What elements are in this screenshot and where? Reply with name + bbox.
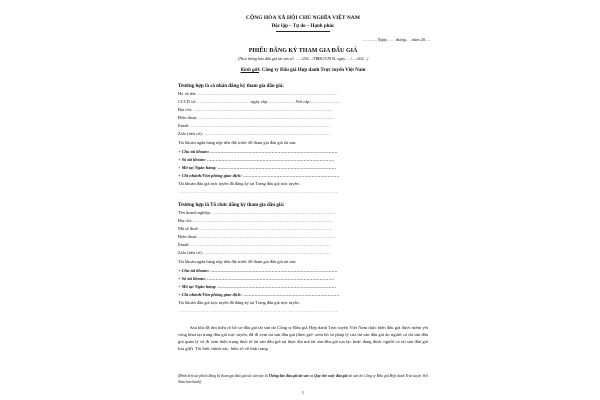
footnote: (Đính kèm tại phiếu đăng ký tham gia đấu giá tài sản này là Thông báo đấu giá tài sản và Quy chế cuộc đấu giá tài sản do Công ty Đấu giá Hợp danh Trực tuyến Việt Nam ban hành). [178, 374, 428, 384]
national-title: CỘNG HÒA XÃ HỘI CHỦ NGHĨA VIỆT NAM [246, 15, 360, 21]
organization-heading: Trường hợp là Tổ chức đăng ký tham gia đấu giá: [178, 203, 285, 208]
national-motto: Độc lập – Tự do – Hạnh phúc [271, 24, 335, 29]
recipient-label: Kính gửi [240, 68, 259, 73]
individual-account-label: Tài khoản đấu giá trực tuyến đã đăng ký tại Trang đấu giá trực tuyến: [178, 181, 300, 186]
organization-bank-number-field[interactable]: + Số tài khoản: …………………………………………………………………………… [178, 276, 335, 281]
individual-phone-field[interactable]: Điện thoại: ………………………………………………………………………………… [178, 115, 335, 120]
individual-address-field[interactable]: Địa chỉ: …………………………………………………………………………………… [178, 107, 334, 112]
organization-bank-intro: Tài khoản ngân hàng nộp tiền đặt trước để tham gia đấu giá tài sản: [178, 259, 297, 264]
organization-bank-branch-field[interactable]: + Chi nhánh/Văn phòng giao dịch: ………………………………………………………… [178, 292, 340, 297]
organization-tax-field[interactable]: Mã số thuế: ……………………………………………………………………………… [178, 226, 332, 231]
motto-underline [276, 31, 330, 32]
recipient-name: : Công ty Đấu giá Hợp danh Trực tuyến Việt Nam [258, 68, 366, 73]
individual-bank-owner-field[interactable]: + Chủ tài khoản: …………………………………………………………………………… [178, 149, 338, 154]
form-title: PHIẾU ĐĂNG KÝ THAM GIA ĐẤU GIÁ [248, 48, 358, 54]
individual-bank-intro: Tài khoản ngân hàng nộp tiền đặt trước để tham gia đấu giá tài sản: [178, 140, 297, 145]
page-number: 1 [301, 390, 305, 395]
organization-bank-name-field[interactable]: + Mở tại Ngân hàng: ……………………………………………………………………… [178, 284, 337, 289]
organization-account-label: Tài khoản đấu giá trực tuyến đã đăng ký tại Trang đấu giá trực tuyến: [178, 300, 300, 305]
organization-name-field[interactable]: Tên doanh nghiệp: ………………………………………………………………………… [178, 210, 335, 215]
organization-email-field[interactable]: Email: …………………………………………………………………………………… [178, 242, 332, 247]
organization-phone-field[interactable]: Điện thoại: ………………………………………………………………………………… [178, 234, 335, 239]
form-subtitle: (Theo thông báo đấu giá tài sản số ……/202…/TBĐG/VNOA, ngày …./…./202…) [237, 56, 369, 61]
date-line: ………., Ngày…… tháng…. năm 20…. [362, 37, 430, 42]
individual-bank-name-field[interactable]: + Mở tại Ngân hàng: ……………………………………………………………………… [178, 165, 337, 170]
organization-bank-owner-field[interactable]: + Chủ tài khoản: …………………………………………………………………………… [178, 268, 338, 273]
document-page [172, 6, 434, 398]
organization-zalo-field[interactable]: Zalo (nếu có): …………………………………………………………………………… [178, 250, 332, 255]
individual-email-field[interactable]: Email: …………………………………………………………………………………… [178, 123, 332, 128]
individual-heading: Trường hợp là cá nhân đăng ký tham gia đấu giá: [178, 84, 284, 89]
individual-name-field[interactable]: Họ và tên: …………………………………………………………………………………… [178, 91, 338, 96]
individual-bank-number-field[interactable]: + Số tài khoản: …………………………………………………………………………… [178, 157, 335, 162]
statement-paragraph: Sau khi đã tìm hiểu rõ hồ sơ đấu giá tài sản do Công ty Đấu giá Hợp danh Trực tuyến Việt Nam thực hiện đấu giá được niêm yết công khai tại trang đấu giá trực tuyến, đã đi xem tài sản đấu giá (theo giờ: xem hồ sơ pháp lý của tài sản đấu giá do người có tài sản đấu giá quản lý và đi xem hiện trạng thực tế tài sản đấu giá tại thực địa mà tài sản đấu giá tọa lạc hoặc đang được người có tài sản đấu giá lưu giữ). Tôi biết chính xác, hiểu rõ về tình trạng [178, 325, 428, 351]
organization-address-field[interactable]: Địa chỉ: …………………………………………………………………………………… [178, 218, 334, 223]
individual-account-field[interactable]: …………………………………………………………………………………………… [178, 189, 339, 194]
individual-zalo-field[interactable]: Zalo (nếu có): …………………………………………………………………………… [178, 131, 332, 136]
individual-bank-branch-field[interactable]: + Chi nhánh/Văn phòng giao dịch: ………………………………………………………… [178, 173, 340, 178]
individual-id-field[interactable]: CCCD số: ……………………………… ngày cấp: ………………Nơi cấp:………………… [178, 99, 342, 104]
organization-account-field[interactable]: …………………………………………………………………………………………… [178, 308, 339, 313]
recipient-line [172, 68, 434, 73]
